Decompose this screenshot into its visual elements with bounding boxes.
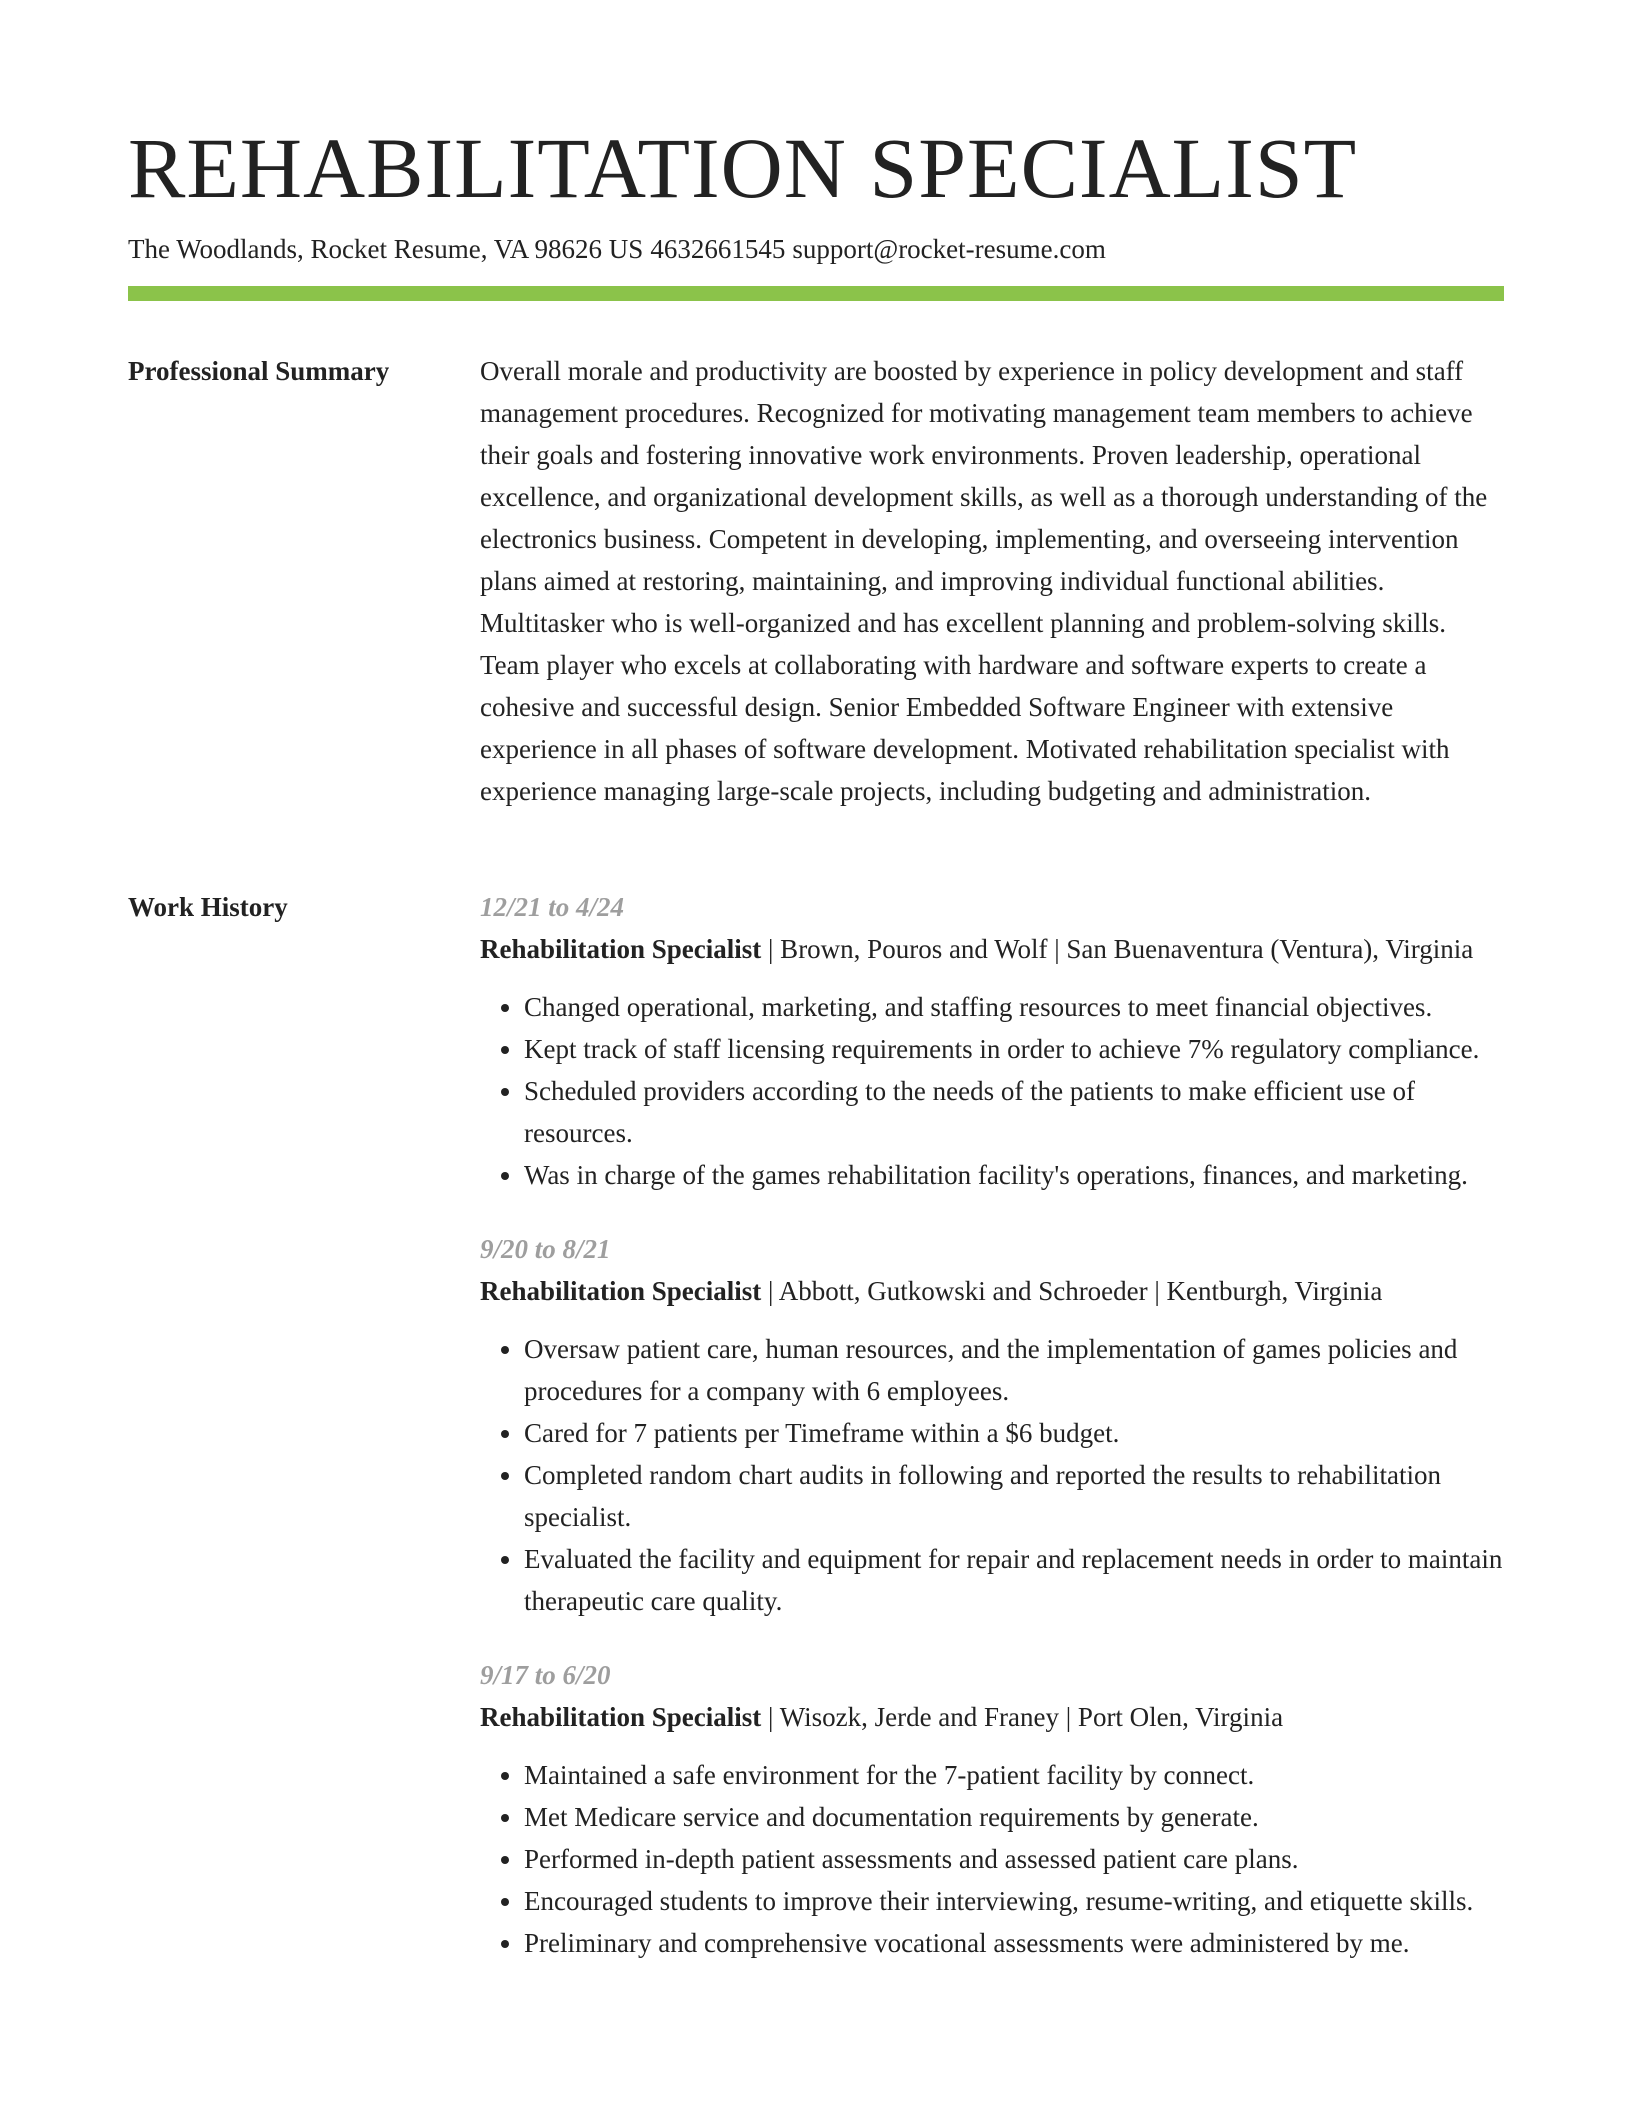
- summary-text: Overall morale and productivity are boosted by experience in policy development and staff management procedures. Recognized for motivating management team members to achieve their goals and fostering innovative work environments. Proven leadership, operational excellence, and organizational development skills, as well as a thorough understanding of the electronics business. Competent in developing, implementing, and overseeing intervention plans aimed at restoring, maintaining, and improving individual functional abilities. Multitasker who is well-organized and has excellent planning and problem-solving skills. Team player who excels at collaborating with hardware and software experts to create a cohesive and successful design. Senior Embedded Software Engineer with extensive experience in all phases of software development. Motivated rehabilitation specialist with experience managing large-scale projects, including budgeting and administration.: [480, 356, 1488, 806]
- job-title: Rehabilitation Specialist: [480, 1276, 762, 1306]
- job-date: 9/17 to 6/20: [480, 1660, 611, 1690]
- job-title: Rehabilitation Specialist: [480, 934, 762, 964]
- contact-phone: 4632661545: [650, 234, 786, 264]
- job-entry: [480, 1228, 1504, 1622]
- summary-body: [480, 350, 1504, 812]
- job-details: | Brown, Pouros and Wolf | San Buenaventura (Ventura), Virginia: [761, 934, 1474, 964]
- job-bullet-list: [480, 1754, 1504, 1964]
- job-details: | Abbott, Gutkowski and Schroeder | Kentburgh, Virginia: [761, 1276, 1383, 1306]
- job-bullet: • Encouraged students to improve their interviewing, resume-writing, and etiquette skills.: [524, 1880, 1504, 1922]
- job-bullet: • Cared for 7 patients per Timeframe within a $6 budget.: [524, 1412, 1504, 1454]
- resume-name-heading: REHABILITATION SPECIALIST: [128, 120, 1358, 216]
- job-bullet: • Maintained a safe environment for the 7-patient facility by connect.: [524, 1754, 1504, 1796]
- job-bullet: • Scheduled providers according to the needs of the patients to make efficient use of resources.: [524, 1070, 1504, 1154]
- contact-email: support@rocket-resume.com: [792, 234, 1106, 264]
- header-accent-rule: [128, 286, 1504, 301]
- job-bullet: • Oversaw patient care, human resources, and the implementation of games policies and procedures for a company with 6 employees.: [524, 1328, 1504, 1412]
- job-title-line: [480, 1270, 1504, 1312]
- job-bullet: • Completed random chart audits in following and reported the results to rehabilitation specialist.: [524, 1454, 1504, 1538]
- job-bullet-list: [480, 986, 1504, 1196]
- job-bullet: • Met Medicare service and documentation requirements by generate.: [524, 1796, 1504, 1838]
- summary-section-title: Professional Summary: [128, 356, 390, 386]
- job-title-line: [480, 928, 1504, 970]
- job-title-line: [480, 1696, 1504, 1738]
- work-history-section-title: Work History: [128, 892, 288, 922]
- job-entry: [480, 886, 1504, 1196]
- job-date: 12/21 to 4/24: [480, 892, 625, 922]
- job-bullet-list: [480, 1328, 1504, 1622]
- job-bullet: • Changed operational, marketing, and staffing resources to meet financial objectives.: [524, 986, 1504, 1028]
- work-history-body: [480, 886, 1504, 1996]
- job-bullet: • Preliminary and comprehensive vocational assessments were administered by me.: [524, 1922, 1504, 1964]
- job-details: | Wisozk, Jerde and Franey | Port Olen, Virginia: [761, 1702, 1284, 1732]
- job-bullet: • Kept track of staff licensing requirements in order to achieve 7% regulatory compliance.: [524, 1028, 1504, 1070]
- job-bullet: • Performed in-depth patient assessments and assessed patient care plans.: [524, 1838, 1504, 1880]
- job-title: Rehabilitation Specialist: [480, 1702, 762, 1732]
- job-bullet: • Was in charge of the games rehabilitation facility's operations, finances, and marketing.: [524, 1154, 1504, 1196]
- contact-address: The Woodlands, Rocket Resume, VA 98626 US: [128, 234, 644, 264]
- job-entry: [480, 1654, 1504, 1964]
- job-date: 9/20 to 8/21: [480, 1234, 611, 1264]
- contact-line: [128, 230, 1106, 268]
- job-bullet: • Evaluated the facility and equipment for repair and replacement needs in order to maintain therapeutic care quality.: [524, 1538, 1504, 1622]
